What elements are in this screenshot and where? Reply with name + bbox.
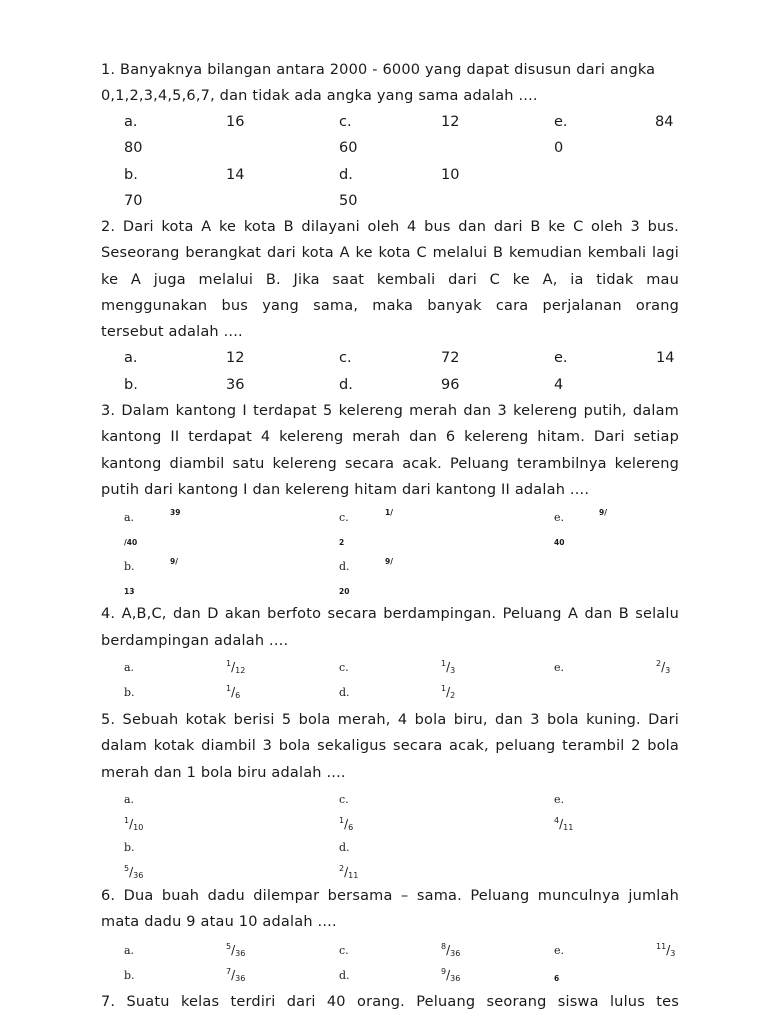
q3-option-a-label: a. xyxy=(124,511,135,524)
question-5-line-1: 5. Sebuah kotak berisi 5 bola merah, 4 bola biru, dan 3 bola kuning. Dari xyxy=(101,712,679,728)
q6-option-d-fraction: $^9/_{36}$ xyxy=(441,967,461,983)
q5-option-c-fraction: $^1/_6$ xyxy=(339,816,354,832)
q4-option-c-label: c. xyxy=(339,661,349,674)
question-1-line-2: 0,1,2,3,4,5,6,7, dan tidak ada angka yang sama adalah .... xyxy=(101,88,538,104)
question-2-line-4: menggunakan bus yang sama, maka banyak cara perjalanan orang xyxy=(101,298,679,314)
q1-option-b-value-cont: 70 xyxy=(124,193,143,209)
q1-option-e-label: e. xyxy=(554,114,568,130)
q2-option-e-label: e. xyxy=(554,350,568,366)
q4-option-c-fraction: $^1/_3$ xyxy=(441,659,456,675)
q3-option-b-label: b. xyxy=(124,560,135,573)
q2-option-a-value: 12 xyxy=(226,350,245,366)
q6-option-b-label: b. xyxy=(124,969,135,982)
q2-option-d-label: d. xyxy=(339,377,353,393)
q4-option-b-fraction: $^1/_6$ xyxy=(226,684,241,700)
question-4-line-2: berdampingan adalah .... xyxy=(101,633,289,649)
question-2-line-5: tersebut adalah .... xyxy=(101,324,243,340)
q3-option-d-label: d. xyxy=(339,560,350,573)
q1-option-c-value: 12 xyxy=(441,114,460,130)
q1-option-c-value-cont: 60 xyxy=(339,140,358,156)
q4-option-e-fraction: $^2/_3$ xyxy=(656,659,671,675)
q3-option-a-bottom: /40 xyxy=(124,538,138,547)
q4-option-a-fraction: $^1/_{12}$ xyxy=(226,659,246,675)
question-5-line-2: dalam kotak diambil 3 bola sekaligus secara acak, peluang terambil 2 bola xyxy=(101,738,679,754)
q4-option-b-label: b. xyxy=(124,686,135,699)
q1-option-e-value: 84 xyxy=(655,114,674,130)
q3-option-e-top: 9/ xyxy=(599,508,607,517)
q5-option-a-fraction: $^1/_{10}$ xyxy=(124,816,144,832)
q5-option-d-label: d. xyxy=(339,841,350,854)
q5-option-c-label: c. xyxy=(339,793,349,806)
question-4-line-1: 4. A,B,C, dan D akan berfoto secara berdampingan. Peluang A dan B selalu xyxy=(101,606,679,622)
question-7-line-1: 7. Suatu kelas terdiri dari 40 orang. Peluang seorang siswa lulus tes xyxy=(101,994,679,1010)
q1-option-c-label: c. xyxy=(339,114,352,130)
q5-option-e-label: e. xyxy=(554,793,565,806)
q1-option-a-value-cont: 80 xyxy=(124,140,143,156)
q4-option-e-label: e. xyxy=(554,661,565,674)
q6-option-e-label: e. xyxy=(554,944,565,957)
q1-option-a-value: 16 xyxy=(226,114,245,130)
q5-option-e-fraction: $^4/_{11}$ xyxy=(554,816,574,832)
q2-option-c-value: 72 xyxy=(441,350,460,366)
q1-option-e-value-cont: 0 xyxy=(554,140,564,156)
q2-option-a-label: a. xyxy=(124,350,138,366)
q5-option-b-label: b. xyxy=(124,841,135,854)
q1-option-d-label: d. xyxy=(339,167,353,183)
q1-option-d-value: 10 xyxy=(441,167,460,183)
q6-option-e-fraction: $^{11}/_3$ xyxy=(656,942,676,958)
q6-option-a-label: a. xyxy=(124,944,135,957)
q6-option-e-value-cont: 6 xyxy=(554,974,560,983)
question-1-line-1: 1. Banyaknya bilangan antara 2000 - 6000 yang dapat disusun dari angka xyxy=(101,62,656,78)
q3-option-d-top: 9/ xyxy=(385,557,393,566)
question-3-line-2: kantong II terdapat 4 kelereng merah dan 6 kelereng hitam. Dari setiap xyxy=(101,429,679,445)
question-2-line-3: ke A juga melalui B. Jika saat kembali dari C ke A, ia tidak mau xyxy=(101,272,679,288)
q3-option-c-bottom: 2 xyxy=(339,538,345,547)
q1-option-b-label: b. xyxy=(124,167,138,183)
q4-option-a-label: a. xyxy=(124,661,135,674)
q3-option-a-top: 39 xyxy=(170,508,181,517)
q2-option-e-value-cont: 4 xyxy=(554,377,564,393)
q3-option-d-bottom: 20 xyxy=(339,587,350,596)
question-6-line-2: mata dadu 9 atau 10 adalah .... xyxy=(101,914,337,930)
question-3-line-3: kantong diambil satu kelereng secara acak. Peluang terambilnya kelereng xyxy=(101,456,679,472)
q3-option-c-label: c. xyxy=(339,511,349,524)
q2-option-c-label: c. xyxy=(339,350,352,366)
q5-option-d-fraction: $^2/_{11}$ xyxy=(339,864,359,880)
q4-option-d-fraction: $^1/_2$ xyxy=(441,684,456,700)
q1-option-d-value-cont: 50 xyxy=(339,193,358,209)
q4-option-d-label: d. xyxy=(339,686,350,699)
q2-option-b-label: b. xyxy=(124,377,138,393)
q6-option-c-fraction: $^8/_{36}$ xyxy=(441,942,461,958)
q2-option-d-value: 96 xyxy=(441,377,460,393)
question-5-line-3: merah dan 1 bola biru adalah .... xyxy=(101,765,346,781)
q3-option-b-top: 9/ xyxy=(170,557,178,566)
q3-option-b-bottom: 13 xyxy=(124,587,135,596)
q1-option-a-label: a. xyxy=(124,114,138,130)
q6-option-b-fraction: $^7/_{36}$ xyxy=(226,967,246,983)
q3-option-c-top: 1/ xyxy=(385,508,393,517)
question-6-line-1: 6. Dua buah dadu dilempar bersama – sama. Peluang munculnya jumlah xyxy=(101,888,679,904)
q6-option-a-fraction: $^5/_{36}$ xyxy=(226,942,246,958)
q2-option-e-value: 14 xyxy=(656,350,675,366)
question-2-line-2: Seseorang berangkat dari kota A ke kota C melalui B kemudian kembali lagi xyxy=(101,245,679,261)
q6-option-d-label: d. xyxy=(339,969,350,982)
q2-option-b-value: 36 xyxy=(226,377,245,393)
question-3-line-1: 3. Dalam kantong I terdapat 5 kelereng merah dan 3 kelereng putih, dalam xyxy=(101,403,679,419)
question-2-line-1: 2. Dari kota A ke kota B dilayani oleh 4 bus dan dari B ke C oleh 3 bus. xyxy=(101,219,679,235)
q3-option-e-label: e. xyxy=(554,511,565,524)
question-3-line-4: putih dari kantong I dan kelereng hitam dari kantong II adalah .... xyxy=(101,482,590,498)
q5-option-b-fraction: $^5/_{36}$ xyxy=(124,864,144,880)
q3-option-e-bottom: 40 xyxy=(554,538,565,547)
q1-option-b-value: 14 xyxy=(226,167,245,183)
q5-option-a-label: a. xyxy=(124,793,135,806)
q6-option-c-label: c. xyxy=(339,944,349,957)
